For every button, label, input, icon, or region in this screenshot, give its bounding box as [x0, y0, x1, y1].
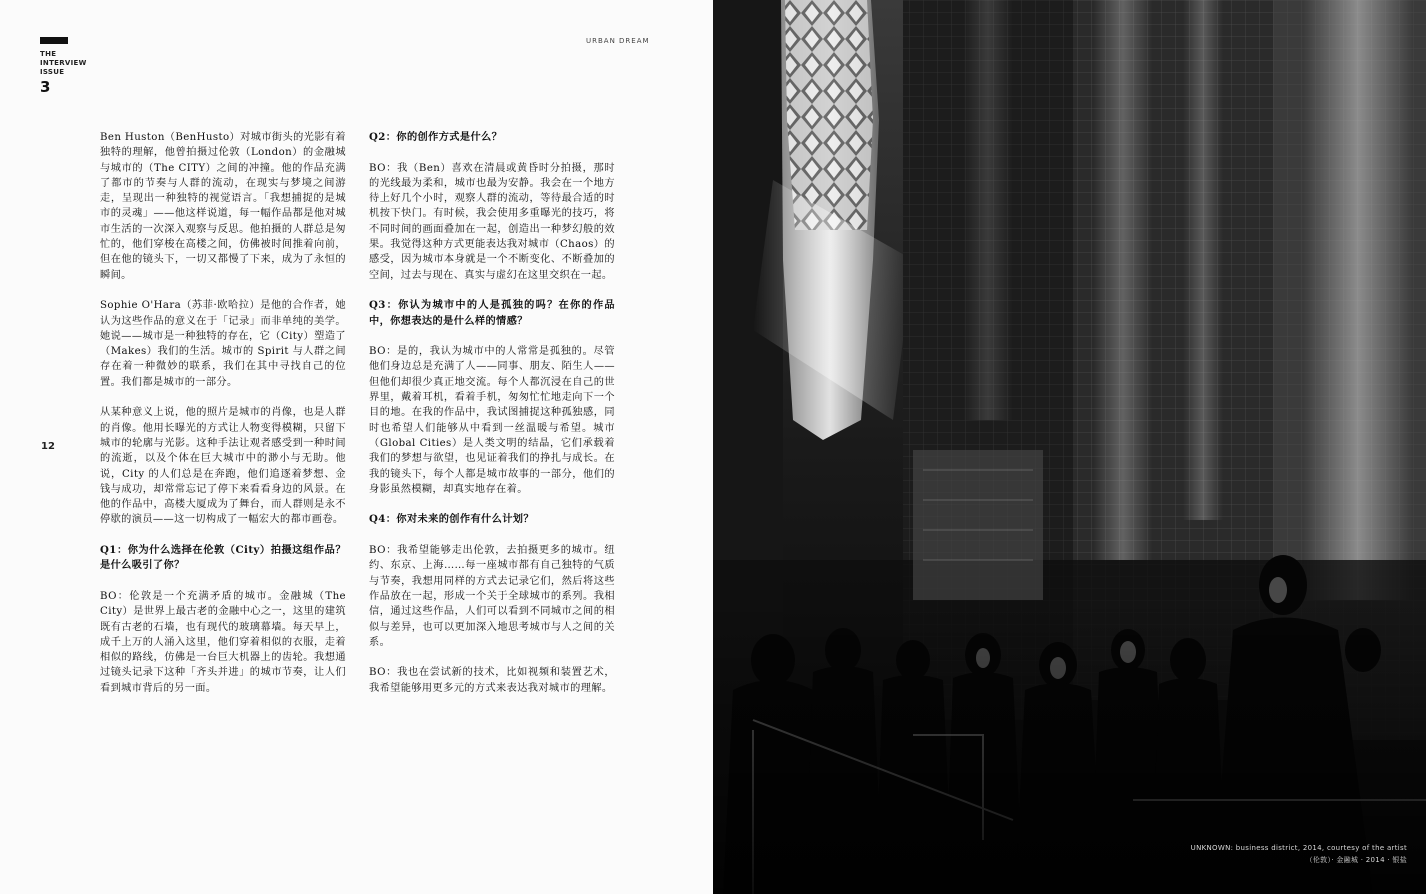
body-paragraph: BO：我希望能够走出伦敦，去拍摄更多的城市。纽约、东京、上海……每一座城市都有自己独特的气质与节奏，我想用同样的方式去记录它们，然后将这些作品放在一起，形成一个关于全球城市的系列。我相信，通过这些作品，人们可以看到不同城市之间的相似与差异，也可以更加深入地思考城市与人之间的关系。 — [369, 545, 615, 648]
interview-question: Q4：你对未来的创作有什么计划？ — [369, 513, 534, 526]
running-head: URBAN DREAM — [586, 37, 650, 45]
interview-question: Q3：你认为城市中的人是孤独的吗？在你的作品中，你想表达的是什么样的情感？ — [369, 299, 615, 327]
section-label — [40, 50, 87, 77]
section-line: THE — [40, 50, 57, 58]
body-paragraph: 从某种意义上说，他的照片是城市的肖像，也是人群的肖像。他用长曝光的方式让人物变得模糊，只留下城市的轮廓与光影。这种手法让观者感受到一种时间的流逝，以及个体在巨大城市中的渺小与无助。他说，City 的人们总是在奔跑，他们追逐着梦想、金钱与成功，却常常忘记了停下来看看身边的风景。在他的作品中，高楼大厦成为了舞台，而人群则是永不停歇的演员——这一切构成了一幅宏大的都市画卷。 — [100, 407, 346, 526]
article-column-left — [100, 130, 346, 711]
caption-line: UNKNOWN: business district, 2014, courtesy of the artist — [1190, 844, 1407, 852]
caption-line: （伦敦）· 金融城 · 2014 · 银盐 — [1305, 856, 1407, 864]
body-paragraph: Ben Huston（BenHusto）对城市街头的光影有着独特的理解，他曾拍摄过伦敦（London）的金融城与城市的（The CITY）之间的冲撞。他的作品充满了都市的节奏与人群的流动，在现实与梦境之间游走，呈现出一种独特的视觉语言。「我想捕捉的是城市的灵魂」——他这样说道，每一幅作品都是他对城市生活的一次深入观察与反思。他拍摄的人群总是匆忙的，他们穿梭在高楼之间，仿佛被时间推着向前，但在他的镜头下，一切又都慢了下来，成为了永恒的瞬间。 — [100, 132, 347, 281]
body-paragraph: BO：伦敦是一个充满矛盾的城市。金融城（The City）是世界上最古老的金融中心之一，这里的建筑既有古老的石墙，也有现代的玻璃幕墙。每天早上，成千上万的人涌入这里，他们穿着相似的衣服，走着相似的路线，仿佛是一台巨大机器上的齿轮。我想通过镜头记录下这种「齐头并进」的城市节奏，让人们看到城市背后的另一面。 — [100, 590, 346, 694]
issue-number: 3 — [40, 78, 51, 96]
article-column-right — [369, 130, 615, 711]
header-bar — [40, 37, 68, 44]
body-paragraph: BO：我也在尝试新的技术，比如视频和装置艺术，我希望能够用更多元的方式来表达我对城市的理解。 — [369, 667, 615, 694]
interview-question: Q1：你为什么选择在伦敦（City）拍摄这组作品？是什么吸引了你？ — [100, 544, 346, 572]
interview-question: Q2：你的创作方式是什么？ — [369, 131, 503, 143]
body-paragraph: Sophie O'Hara（苏菲·欧哈拉）是他的合作者，她认为这些作品的意义在于「记录」而非单纯的美学。她说——城市是一种独特的存在，它（City）塑造了（Makes）我们的生活。城市的 Spirit 与人群之间存在着一种微妙的联系，我们在其中寻找自己的位置。我们都是城市的一部分。 — [100, 300, 346, 388]
page-number: 12 — [41, 441, 55, 452]
section-line: ISSUE — [40, 68, 65, 76]
body-paragraph: BO：是的，我认为城市中的人常常是孤独的。尽管他们身边总是充满了人——同事、朋友、陌生人——但他们却很少真正地交流。每个人都沉浸在自己的世界里，戴着耳机，看着手机，匆匆忙忙地走向下一个目的地。在我的作品中，我试图捕捉这种孤独感，同时也希望人们能够从中看到一丝温暖与希望。城市（Global Cities）是人类文明的结晶，它们承载着我们的梦想与欲望，也见证着我们的挣扎与成长。在我的镜头下，每个人都是城市故事的一部分，他们的身影虽然模糊，却真实地存在着。 — [369, 346, 615, 495]
right-page — [713, 0, 1426, 894]
section-line: INTERVIEW — [40, 59, 87, 67]
body-paragraph: BO：我（Ben）喜欢在清晨或黄昏时分拍摄，那时的光线最为柔和，城市也最为安静。我会在一个地方待上好几个小时，观察人群的流动，等待最合适的时机按下快门。有时候，我会使用多重曝光的技巧，将不同时间的画面叠加在一起，创造出一种梦幻般的效果。我觉得这种方式更能表达我对城市（Chaos）的感受，因为城市本身就是一个不断变化、不断叠加的空间，过去与现在、真实与虚幻在这里交织在一起。 — [369, 162, 615, 281]
city-crowd-photo — [713, 0, 1426, 894]
photo-caption — [1171, 842, 1407, 866]
